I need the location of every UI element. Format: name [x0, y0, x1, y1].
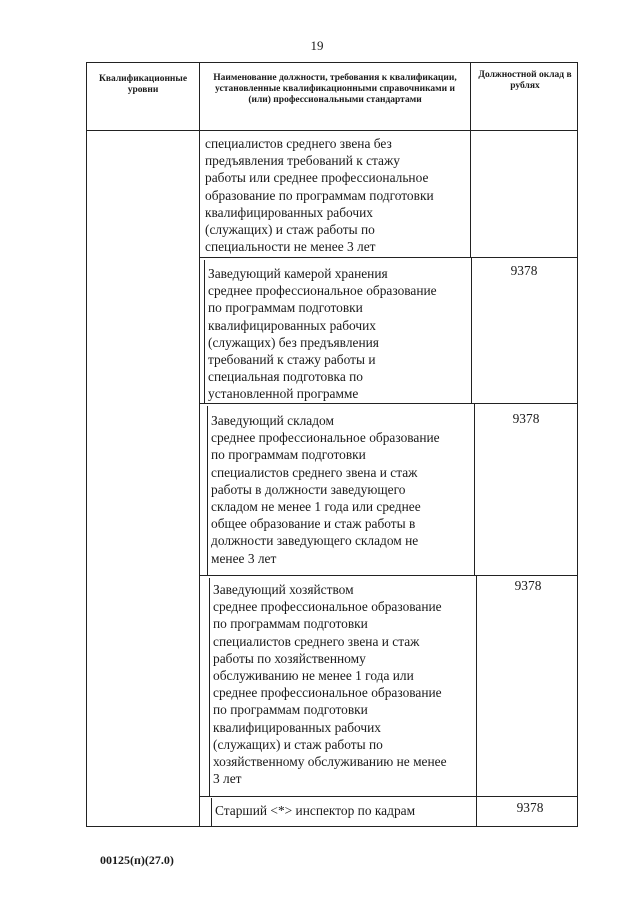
- row-description: Заведующий складом среднее профессиональное образование по программам подготовки специалистов среднего звена и стаж работы в должности заведующего складом не менее 1 года или среднее общее образование и стаж работы в должности заведующего складом не менее 3 лет: [211, 413, 440, 566]
- column-divider-2: [470, 62, 471, 257]
- inner-border-row3: [207, 406, 208, 575]
- row-description: Старший <*> инспектор по кадрам: [215, 803, 416, 818]
- row-divider-4: [199, 796, 578, 797]
- header-position-requirements: Наименование должности, требования к квалификации, установленные квалификационными справочниками и (или) профессиональными стандартами: [213, 73, 457, 105]
- table-border-left: [86, 62, 87, 827]
- row-description: Заведующий камерой хранения среднее профессиональное образование по программам подготовки квалифицированных рабочих (служащих) без предъявления требований к стажу работы и специальная подготовка по установленной программе: [208, 266, 437, 402]
- table-border-bottom: [86, 826, 578, 827]
- table-border-top: [86, 62, 578, 63]
- inner-border-row2: [204, 260, 205, 403]
- row-salary: 9378: [510, 263, 538, 278]
- column-divider-1: [199, 62, 200, 827]
- header-qualification-levels: Квалификационные уровни: [98, 74, 188, 95]
- header-salary: Должностной оклад в рублях: [478, 70, 572, 91]
- header-divider: [86, 130, 578, 131]
- column-divider-2d: [476, 575, 477, 827]
- row-description: специалистов среднего звена без предъявления требований к стажу работы или среднее профессиональное образование по программам подготовки квалифицированных рабочих (служащих) и стаж работы по специальности не менее 3 лет: [205, 136, 434, 255]
- column-divider-2c: [474, 403, 475, 575]
- row-salary: 9378: [516, 800, 544, 815]
- row-salary: 9378: [512, 411, 540, 426]
- page-number: 19: [310, 38, 324, 53]
- row-salary: 9378: [514, 578, 542, 593]
- row-description: Заведующий хозяйством среднее профессиональное образование по программам подготовки специалистов среднего звена и стаж работы по хозяйственному обслуживанию не менее 1 года или среднее профессиональное образование по программам подготовки квалифицированных рабочих (служащих) и стаж работы по хозяйственному обслуживанию не менее 3 лет: [213, 582, 447, 787]
- document-code: 00125(п)(27.0): [100, 853, 174, 867]
- inner-border-row5: [211, 798, 212, 826]
- row-divider-2: [199, 403, 578, 404]
- row-divider-1: [199, 257, 578, 258]
- table-border-right: [577, 62, 578, 827]
- row-divider-3: [199, 575, 578, 576]
- inner-border-row4: [209, 578, 210, 796]
- column-divider-2b: [471, 257, 472, 403]
